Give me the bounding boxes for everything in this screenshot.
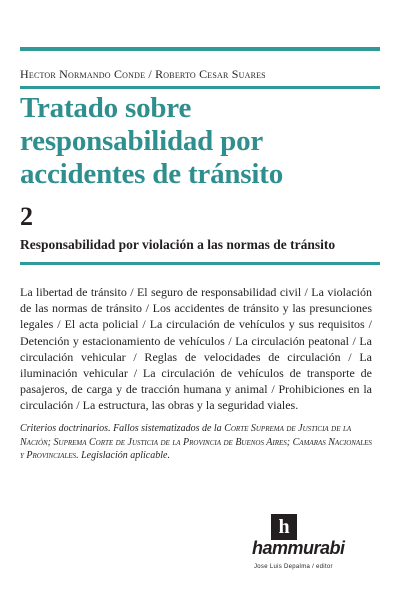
publisher-name: hammurabi	[252, 538, 345, 558]
court-name: Suprema Corte de Justicia de la Provincia de Buenos Aires	[53, 436, 287, 448]
publisher-logo-icon	[271, 514, 297, 540]
title-line: Tratado sobre	[20, 92, 192, 124]
book-title	[20, 92, 380, 191]
publisher-editor: Jose Luis Depalma / editor	[254, 564, 333, 570]
volume-number: 2	[20, 202, 33, 231]
authors: Hector Normando Conde / Roberto Cesar Suares	[20, 67, 266, 81]
description-text: Criterios doctrinarios. Fallos sistematizados de la	[20, 423, 225, 434]
title-divider	[20, 86, 380, 89]
contents-summary: La libertad de tránsito / El seguro de responsabilidad civil / La violación de las normas de tránsito / Los accidentes de tránsito y las presunciones legales / El acta policial / La circulación de vehículos y sus requisitos / Detención y estacionamiento de vehículos / La circulación peatonal / La circulación vehicular / Reglas de velocidades de circulación / La iluminación vehicular / La circulación de vehículos de transporte de pasajeros, de carga y de tracción humana y animal / Prohibiciones en la circulación / La estructura, las obras y la seguridad viales.	[20, 285, 372, 413]
title-line: accidentes de tránsito	[20, 158, 284, 190]
court-name: Camaras Nacionales y Provinciales	[20, 436, 372, 461]
description-text: ;	[47, 436, 54, 448]
content-description	[20, 422, 372, 463]
description-text: . Legislación aplicable.	[76, 450, 170, 461]
description-text: ;	[286, 436, 293, 448]
book-cover	[8, 4, 392, 596]
court-name: Corte Suprema de Justicia de la Nación	[20, 423, 352, 448]
title-line: responsabilidad por	[20, 125, 264, 157]
subtitle-divider	[20, 262, 380, 265]
volume-subtitle: Responsabilidad por violación a las normas de tránsito	[20, 237, 336, 252]
top-divider	[20, 47, 380, 51]
logo-glyph: h	[278, 516, 290, 538]
